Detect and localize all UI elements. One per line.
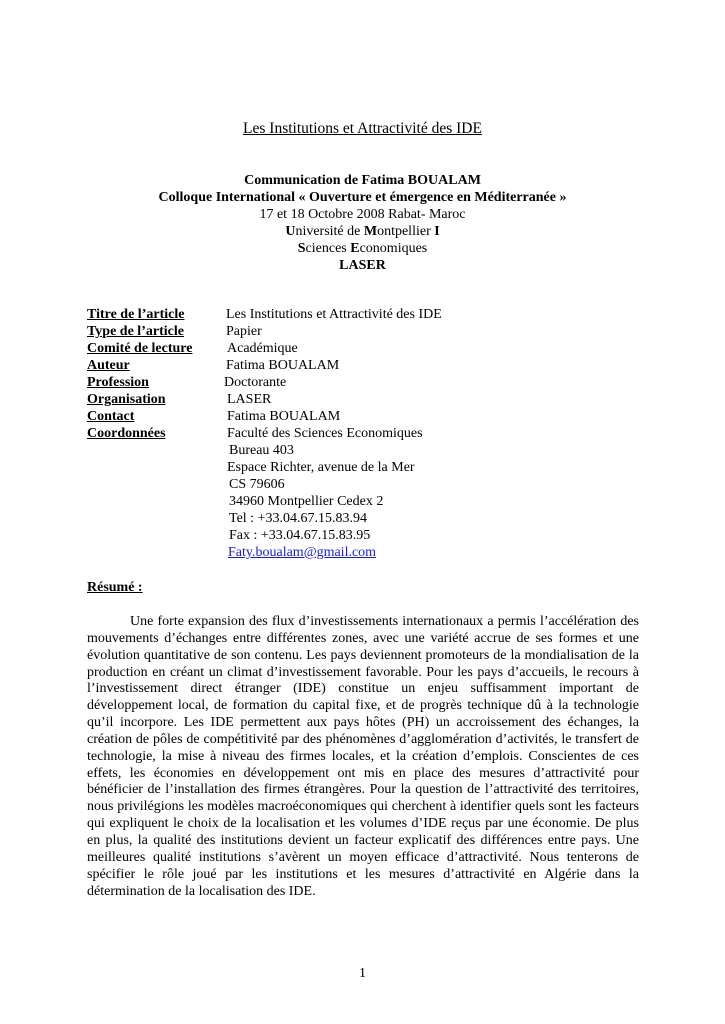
field-value-profession: Doctorante — [224, 375, 287, 390]
field-value-coordinates: Faculté des Sciences Economiques — [227, 426, 423, 441]
field-label-profession: Profession — [87, 375, 149, 390]
address-line-2: Espace Richter, avenue de la Mer — [227, 460, 415, 475]
sciences-initial-s: S — [297, 241, 306, 256]
university-line — [0, 223, 725, 240]
university-text-1: niversité de — [295, 224, 364, 239]
field-value-committee: Académique — [227, 341, 298, 356]
field-value-title: Les Institutions et Attractivité des IDE — [226, 307, 442, 322]
telephone-line: Tel : +33.04.67.15.83.94 — [229, 511, 367, 526]
abstract-text: Une forte expansion des flux d’investissements internationaux a permis l’accélération des mouvements d’échanges entre différentes zones, avec une variété accrue de ses formes et une évolution quantitative de son contenu. Les pays deviennent promoteurs de la mondialisation de la production en créant un climat d’investissement favorable. Pour les pays d’accueils, le recours à l’investissement direct étranger (IDE) constitue un enjeu suffisamment important de développement local, de formation du capital fixe, et de progrès technique dû à la technologie qu’il incorpore. Les IDE permettent aux pays hôtes (PH) un accroissement des échanges, la création de pôles de compétitivité par des phénomènes d’agglomération d’activités, le transfert de technologie, la mise à niveau des firmes locales, et la création d’emplois. Conscientes de ces effets, les économies en développement ont mis en place des mesures d’attractivité pour bénéficier de l’installation des firmes étrangères. Pour la question de l’attractivité des territoires, nous privilégions les modèles macroéconomiques qui cherchent à identifier quels sont les facteurs qui expliquent le choix de la localisation et les volumes d’IDE reçus par une économie. De plus en plus, la qualité des institutions devient un facteur explicatif des différences entre pays. Une meilleures qualité institutions s’avèrent un moyen efficace d’attractivité. Nous tenterons de spécifier le rôle joué par les institutions et les mesures d’attractivité en Algérie dans la détermination de la localisation des IDE. — [87, 614, 639, 899]
field-label-title: Titre de l’article — [87, 307, 185, 322]
field-label-coordinates: Coordonnées — [87, 426, 166, 441]
university-initial-i: I — [434, 224, 440, 239]
university-initial-u: U — [285, 224, 296, 239]
sciences-text-1: ciences — [305, 241, 351, 256]
email-link[interactable]: Faty.boualam@gmail.com — [228, 545, 377, 560]
sciences-initial-e: E — [350, 241, 360, 256]
address-line-3: CS 79606 — [229, 477, 285, 492]
colloque-line: Colloque International « Ouverture et émergence en Méditerranée » — [158, 190, 567, 205]
field-label-author: Auteur — [87, 358, 130, 373]
field-label-committee: Comité de lecture — [87, 341, 193, 356]
fax-line: Fax : +33.04.67.15.83.95 — [229, 528, 371, 543]
address-line-1: Bureau 403 — [229, 443, 294, 458]
field-value-organisation: LASER — [227, 392, 272, 407]
abstract-heading: Résumé : — [87, 580, 143, 595]
address-line-4: 34960 Montpellier Cedex 2 — [229, 494, 384, 509]
field-label-contact: Contact — [87, 409, 135, 424]
field-value-type: Papier — [226, 324, 262, 339]
document-title: Les Institutions et Attractivité des IDE — [243, 120, 482, 137]
university-initial-m: M — [363, 224, 378, 239]
field-label-organisation: Organisation — [87, 392, 166, 407]
dates-line: 17 et 18 Octobre 2008 Rabat- Maroc — [259, 207, 466, 222]
sciences-text-2: conomiques — [359, 241, 428, 256]
abstract-paragraph — [87, 614, 639, 900]
lab-line: LASER — [339, 258, 386, 273]
university-text-2: ontpellier — [377, 224, 435, 239]
field-value-contact: Fatima BOUALAM — [227, 409, 341, 424]
communication-line: Communication de Fatima BOUALAM — [244, 173, 481, 188]
field-label-type: Type de l’article — [87, 324, 184, 339]
field-value-author: Fatima BOUALAM — [226, 358, 340, 373]
sciences-line — [0, 240, 725, 257]
page-number: 1 — [359, 966, 366, 981]
